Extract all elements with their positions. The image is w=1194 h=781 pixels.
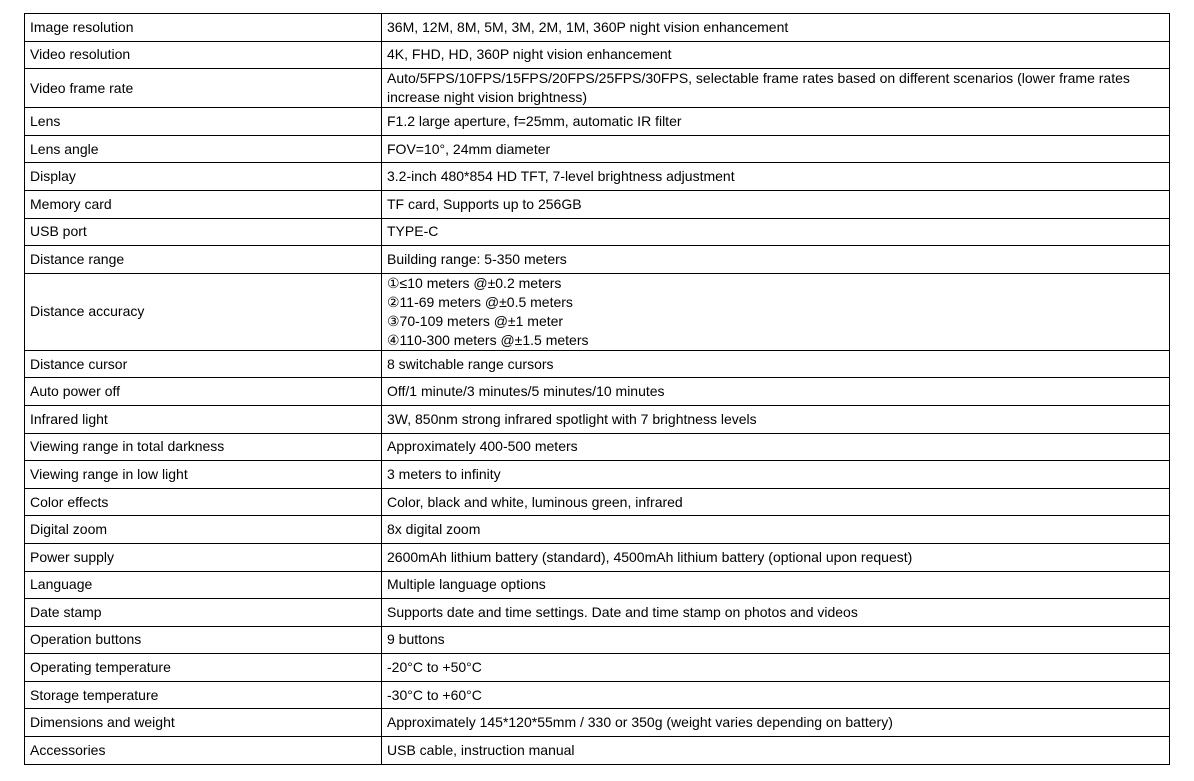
spec-label: Memory card <box>25 190 382 218</box>
specifications-table-body <box>25 14 1170 765</box>
spec-value-line: 9 buttons <box>387 631 445 648</box>
spec-value <box>382 709 1170 737</box>
spec-row <box>25 461 1170 489</box>
spec-row <box>25 108 1170 136</box>
spec-row <box>25 543 1170 571</box>
spec-label: Lens <box>25 108 382 136</box>
spec-value-line: Auto/5FPS/10FPS/15FPS/20FPS/25FPS/30FPS, selectable frame rates based on different scenarios (lower frame rates increase night vision brightness) <box>387 70 1130 106</box>
spec-value-line: 8x digital zoom <box>387 521 481 538</box>
spec-value <box>382 69 1170 108</box>
spec-row <box>25 350 1170 378</box>
spec-value-line: 3 meters to infinity <box>387 465 501 482</box>
spec-value-line: ②11-69 meters @±0.5 meters <box>387 293 573 310</box>
spec-value <box>382 654 1170 682</box>
spec-value <box>382 599 1170 627</box>
spec-value-line: Multiple language options <box>387 576 546 593</box>
spec-value <box>382 433 1170 461</box>
spec-value-line: 36M, 12M, 8M, 5M, 3M, 2M, 1M, 360P night vision enhancement <box>387 18 789 35</box>
spec-label: Auto power off <box>25 378 382 406</box>
spec-value-line: Off/1 minute/3 minutes/5 minutes/10 minutes <box>387 383 665 400</box>
spec-value-line: TYPE-C <box>387 223 439 240</box>
spec-value-line: Approximately 400-500 meters <box>387 438 578 455</box>
spec-row <box>25 69 1170 108</box>
spec-row <box>25 405 1170 433</box>
spec-label: Distance cursor <box>25 350 382 378</box>
spec-value <box>382 135 1170 163</box>
spec-value-line: 4K, FHD, HD, 360P night vision enhancement <box>387 46 672 63</box>
spec-value-line: -20°C to +50°C <box>387 659 482 676</box>
spec-label: Date stamp <box>25 599 382 627</box>
spec-label: Digital zoom <box>25 516 382 544</box>
spec-label: Accessories <box>25 737 382 765</box>
spec-row <box>25 378 1170 406</box>
spec-row <box>25 571 1170 599</box>
spec-value <box>382 626 1170 654</box>
spec-row <box>25 135 1170 163</box>
spec-row <box>25 41 1170 69</box>
spec-value-line: F1.2 large aperture, f=25mm, automatic IR filter <box>387 112 682 129</box>
spec-label: Infrared light <box>25 405 382 433</box>
spec-value-line: Color, black and white, luminous green, infrared <box>387 493 683 510</box>
spec-value-line: Approximately 145*120*55mm / 330 or 350g (weight varies depending on battery) <box>387 714 893 731</box>
spec-row <box>25 218 1170 246</box>
spec-value <box>382 516 1170 544</box>
spec-row <box>25 681 1170 709</box>
spec-value <box>382 543 1170 571</box>
spec-value-line: ①≤10 meters @±0.2 meters <box>387 274 562 291</box>
spec-row <box>25 273 1170 350</box>
spec-label: Video frame rate <box>25 69 382 108</box>
spec-value <box>382 571 1170 599</box>
spec-label: Language <box>25 571 382 599</box>
spec-value <box>382 350 1170 378</box>
spec-value <box>382 14 1170 42</box>
spec-value <box>382 108 1170 136</box>
spec-label: Power supply <box>25 543 382 571</box>
spec-label: Distance accuracy <box>25 273 382 350</box>
spec-value <box>382 488 1170 516</box>
spec-row <box>25 190 1170 218</box>
spec-label: Video resolution <box>25 41 382 69</box>
spec-value-line: 3W, 850nm strong infrared spotlight with 7 brightness levels <box>387 410 757 427</box>
spec-value <box>382 246 1170 274</box>
spec-label: Operation buttons <box>25 626 382 654</box>
spec-row <box>25 14 1170 42</box>
spec-value-line: FOV=10°, 24mm diameter <box>387 140 551 157</box>
spec-label: Lens angle <box>25 135 382 163</box>
spec-value <box>382 737 1170 765</box>
spec-value-line: 2600mAh lithium battery (standard), 4500mAh lithium battery (optional upon request) <box>387 548 913 565</box>
spec-label: Storage temperature <box>25 681 382 709</box>
spec-value <box>382 273 1170 350</box>
spec-label: Distance range <box>25 246 382 274</box>
spec-value-line: 8 switchable range cursors <box>387 355 554 372</box>
spec-label: USB port <box>25 218 382 246</box>
spec-value <box>382 405 1170 433</box>
spec-label: Color effects <box>25 488 382 516</box>
spec-value <box>382 41 1170 69</box>
spec-row <box>25 433 1170 461</box>
spec-value-line: ③70-109 meters @±1 meter <box>387 312 564 329</box>
spec-value-line: TF card, Supports up to 256GB <box>387 195 582 212</box>
spec-row <box>25 737 1170 765</box>
spec-label: Viewing range in low light <box>25 461 382 489</box>
spec-label: Viewing range in total darkness <box>25 433 382 461</box>
spec-row <box>25 626 1170 654</box>
spec-label: Image resolution <box>25 14 382 42</box>
spec-row <box>25 488 1170 516</box>
spec-value-line: Supports date and time settings. Date and time stamp on photos and videos <box>387 603 858 620</box>
spec-label: Display <box>25 163 382 191</box>
spec-row <box>25 654 1170 682</box>
spec-row <box>25 709 1170 737</box>
spec-row <box>25 599 1170 627</box>
spec-value-line: 3.2-inch 480*854 HD TFT, 7-level brightness adjustment <box>387 168 735 185</box>
spec-value <box>382 190 1170 218</box>
spec-value <box>382 163 1170 191</box>
spec-value-line: -30°C to +60°C <box>387 686 482 703</box>
spec-row <box>25 163 1170 191</box>
spec-value <box>382 461 1170 489</box>
spec-label: Dimensions and weight <box>25 709 382 737</box>
spec-value-line: Building range: 5-350 meters <box>387 250 567 267</box>
spec-value <box>382 378 1170 406</box>
spec-row <box>25 246 1170 274</box>
spec-value-line: ④110-300 meters @±1.5 meters <box>387 331 589 348</box>
spec-row <box>25 516 1170 544</box>
spec-label: Operating temperature <box>25 654 382 682</box>
specifications-table <box>24 13 1170 765</box>
spec-value <box>382 218 1170 246</box>
spec-value-line: USB cable, instruction manual <box>387 741 575 758</box>
spec-value <box>382 681 1170 709</box>
